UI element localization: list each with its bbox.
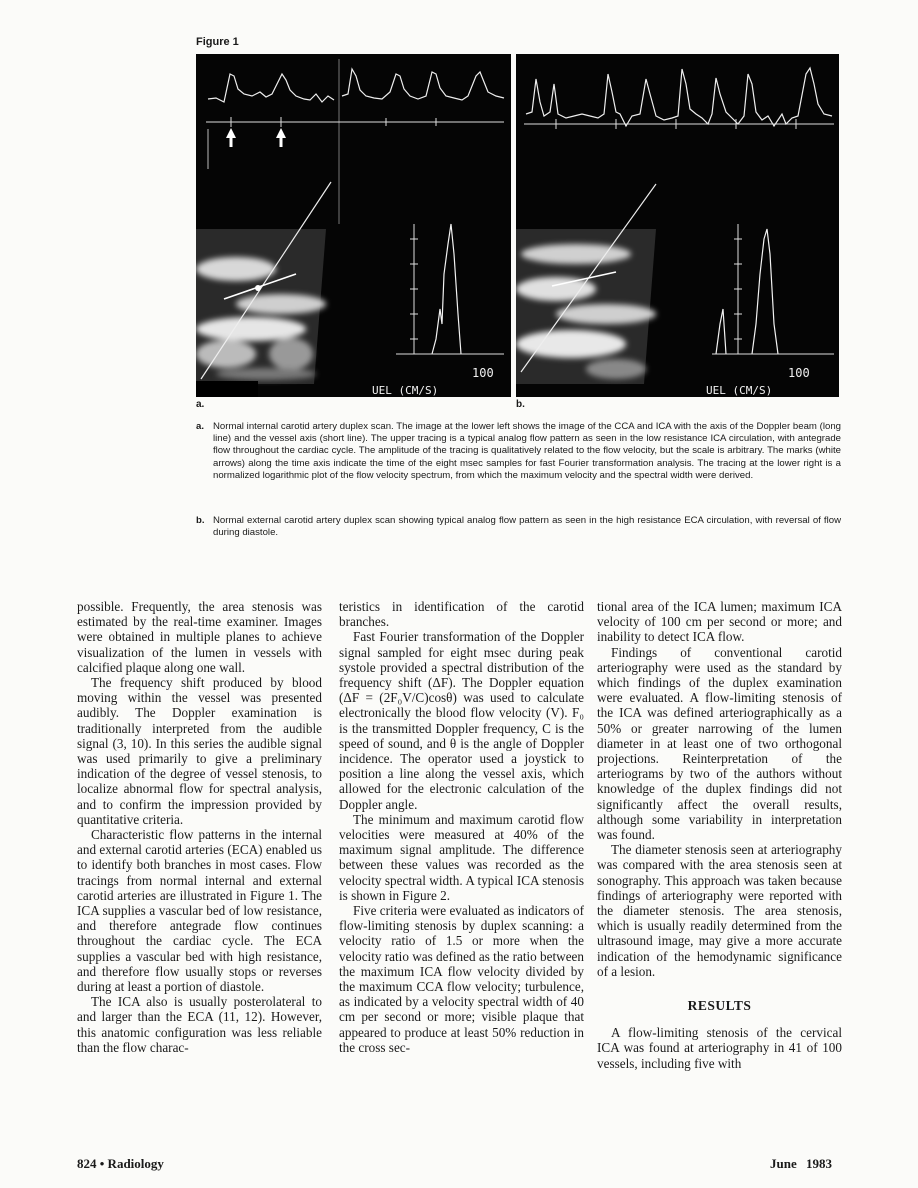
paragraph: The minimum and maximum carotid flow velocities were measured at 40% of the maximum signal amplitude. The difference between these values was recorded as the velocity spectral width. A typical ICA stenosis is shown in Figure 2. — [339, 811, 584, 903]
caption-a-letter: a. — [196, 421, 205, 432]
panel-b-letter: b. — [516, 399, 525, 410]
results-heading: RESULTS — [687, 998, 752, 1014]
paragraph: Fast Fourier transformation of the Doppler signal sampled for eight msec during peak systole provided a spectral distribution of the frequency shift (ΔF). The Doppler equation (ΔF = (2F₀V/C)cosθ) was used to calculate electronically the blood flow velocity (V). F₀ is the transmitted Doppler frequency, C is the speed of sound, and θ is the angle of Doppler incidence. The operator used a joystick to position a line along the vessel axis, which allowed for the electronic calculation of the Doppler angle. — [339, 629, 584, 812]
panel-a-letter: a. — [196, 399, 205, 410]
caption-b-letter: b. — [196, 515, 205, 526]
body-column-3 — [597, 599, 842, 1071]
white-arrow-marker-1 — [226, 128, 236, 147]
duplex-scan-image-b — [516, 54, 839, 397]
footer-date: June 1983 — [770, 1156, 832, 1171]
caption-b — [196, 515, 841, 539]
paragraph: possible. Frequently, the area stenosis was estimated by the real-time examiner. Images were obtained in multiple planes to achieve visualization of the lumen in vessels with calcified plaque along one wall. — [77, 599, 322, 675]
paragraph: Findings of conventional carotid arteriography were used as the standard by which findings of the duplex examination were evaluated. A flow-limiting stenosis of the ICA was defined arteriographically as a 50% or greater narrowing of the lumen diameter in at least one of two orthogonal projections. Reinterpretation of the arteriograms by two of the authors without knowledge of the duplex findings did not significantly affect the overall results, although some variability in interpretation was found. — [597, 644, 842, 843]
footer-page-journal: 824 • Radiology — [77, 1156, 164, 1171]
duplex-scan-image-a — [196, 54, 511, 397]
figure-panel-b — [516, 54, 839, 397]
white-arrow-marker-2 — [276, 128, 286, 147]
caption-a-text: Normal internal carotid artery duplex scan. The image at the lower left shows the image of the CCA and ICA with the axis of the Doppler beam (long line) and the vessel axis (short line). The upper tracing is a typical analog flow pattern as seen in the low resistance ICA circulation, with antegrade flow throughout the cardiac cycle. The amplitude of the tracing is qualitatively related to the flow velocity, but the scale is arbitrary. The marks (white arrows) along the time axis indicate the time of the eight msec samples for fast Fourier transformation analysis. The tracing at the lower right is a normalized logarithmic plot of the flow velocity spectrum, from which the maximum velocity and the spectral width were derived. — [213, 421, 841, 481]
paragraph: The frequency shift produced by blood moving within the vessel was presented audibly. The Doppler examination is traditionally interpreted from the audible signal (3, 10). In this series the audible signal was used primarily to give a preliminary indication of the degree of vessel stenosis, to localize abnormal flow for spectral analysis, and to confirm the impression provided by quantitative criteria. — [77, 675, 322, 827]
paragraph: Characteristic flow patterns in the internal and external carotid arteries (ECA) enabled us to identify both branches in most cases. Flow tracings from normal internal and external carotid arteries are illustrated in Figure 1. The ICA supplies a vascular bed of low resistance, and therefore antegrade flow continues throughout the cardiac cycle. The ECA supplies a vascular bed with high resistance, and therefore flow usually stops or reverses during at least a portion of diastole. — [77, 827, 322, 995]
scale-value-a: 100 — [472, 366, 494, 380]
paragraph: A flow-limiting stenosis of the cervical ICA was found at arteriography in 41 of 100 vessels, including five with — [597, 1025, 842, 1071]
body-column-1 — [77, 599, 322, 1055]
paragraph: The diameter stenosis seen at arteriography was compared with the area stenosis seen at sonography. This approach was taken because findings of arteriography were reported with the diameter stenosis. The area stenosis, which is usually readily determined from the ultrasound image, may give a more accurate indication of the hemodynamic significance of a lesion. — [597, 842, 842, 979]
axis-label-b: UEL (CM/S) — [706, 384, 773, 397]
scale-value-b: 100 — [788, 366, 810, 380]
paragraph: Five criteria were evaluated as indicators of flow-limiting stenosis by duplex scanning: a velocity ratio of 1.5 or more when the velocity ratio was defined as the ratio between the maximum ICA flow velocity divided by the maximum CCA flow velocity; turbulence, as indicated by a velocity spectral width of 40 cm per second or more; visible plaque that appeared to produce at least 50% reduction in the cross sec- — [339, 903, 584, 1055]
paragraph: teristics in identification of the carotid branches. — [339, 599, 584, 630]
axis-label-a: UEL (CM/S) — [372, 384, 439, 397]
body-column-2 — [339, 599, 584, 1055]
figure-label: Figure 1 — [196, 36, 239, 48]
caption-b-text: Normal external carotid artery duplex scan showing typical analog flow pattern as seen in the high resistance ECA circulation, with reversal of flow during diastole. — [213, 515, 841, 539]
paragraph: The ICA also is usually posterolateral to and larger than the ECA (11, 12). However, this anatomic configuration was less reliable than the flow charac- — [77, 994, 322, 1055]
paragraph: tional area of the ICA lumen; maximum ICA velocity of 100 cm per second or more; and inability to detect ICA flow. — [597, 599, 842, 645]
figure-panel-a — [196, 54, 511, 397]
caption-a — [196, 421, 841, 482]
